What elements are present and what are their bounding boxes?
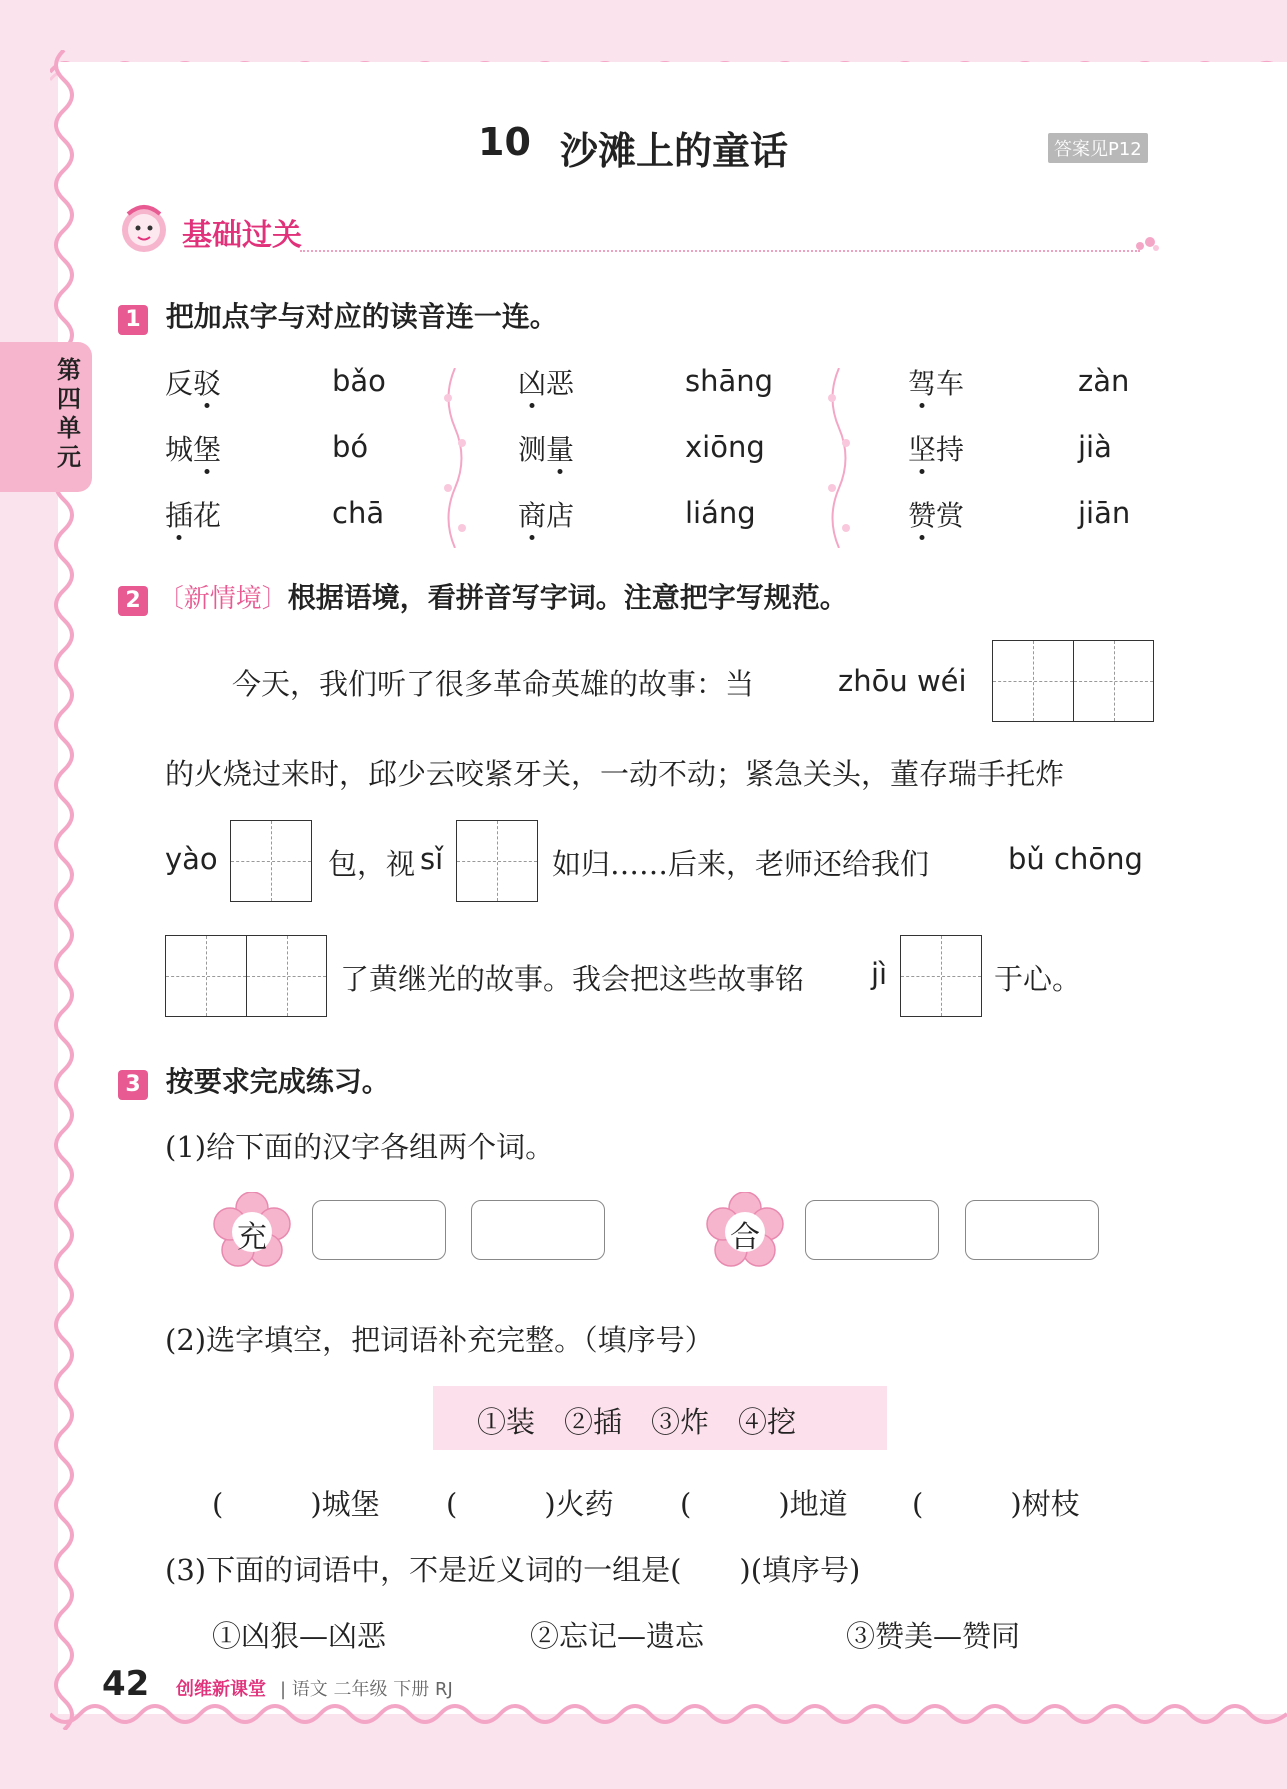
- section-divider: [300, 250, 1140, 252]
- q2-answer-grid-3[interactable]: [456, 820, 538, 902]
- flower-char-2-label: 合: [730, 1220, 760, 1255]
- flower-char-2: [705, 1192, 785, 1282]
- q1-pinyin[interactable]: jiān: [1078, 496, 1131, 530]
- q3-choice-1: ①凶狠—凶恶: [212, 1619, 387, 1653]
- q2-answer-grid-1[interactable]: [992, 640, 1154, 722]
- q2-pinyin-si: sǐ: [420, 842, 444, 876]
- q2-number: 2: [118, 586, 148, 616]
- q2-heading: [118, 576, 848, 616]
- q3-fill-blank[interactable]: ( )地道: [680, 1487, 848, 1521]
- q3-char1-answer-box-1[interactable]: [312, 1200, 446, 1260]
- q1-prompt: 把加点字与对应的读音连一连。: [165, 300, 558, 333]
- q1-word[interactable]: 赞赏: [908, 499, 965, 532]
- q1-word[interactable]: 城堡: [165, 433, 222, 466]
- q2-line4b-text: 于心。: [994, 962, 1082, 996]
- q2-line4a-text: 了黄继光的故事。我会把这些故事铭: [340, 962, 805, 996]
- q1-number: 1: [118, 305, 148, 335]
- q1-pinyin[interactable]: zàn: [1078, 364, 1130, 398]
- q3-char2-answer-box-2[interactable]: [965, 1200, 1099, 1260]
- wavy-border-bottom: [50, 1700, 1287, 1740]
- page-number: 42: [102, 1664, 150, 1704]
- q1-word[interactable]: 商店: [518, 499, 575, 532]
- q3-choice-3: ③赞美—赞同: [846, 1619, 1021, 1653]
- lesson-title: 沙滩上的童话: [560, 129, 789, 173]
- q1-word[interactable]: 反驳: [165, 367, 222, 400]
- unit-side-tab: [0, 342, 92, 492]
- q1-pinyin[interactable]: jià: [1078, 430, 1112, 464]
- cartoon-character-icon: [118, 200, 174, 256]
- q2-pinyin-ji: jì: [871, 957, 888, 991]
- flower-char-1-label: 充: [237, 1220, 267, 1255]
- q1-pinyin[interactable]: liáng: [685, 496, 756, 530]
- q2-answer-grid-2[interactable]: [230, 820, 312, 902]
- flower-char-1: [212, 1192, 292, 1282]
- section-title: 基础过关: [182, 218, 302, 253]
- q1-pinyin[interactable]: bó: [332, 430, 369, 464]
- vine-divider-icon: [440, 368, 470, 548]
- q1-word[interactable]: 凶恶: [518, 367, 575, 400]
- q3-choice-2: ②忘记—遗忘: [530, 1619, 705, 1653]
- q3-heading: [118, 1060, 390, 1100]
- unit-side-tab-label: 第四单元: [57, 356, 81, 471]
- q2-pinyin-yao: yào: [165, 842, 218, 876]
- q3-sub2-text: (2)选字填空，把词语补充完整。（填序号）: [165, 1323, 714, 1357]
- q3-prompt: 按要求完成练习。: [165, 1065, 390, 1098]
- wavy-border-left: [44, 50, 74, 1730]
- decorative-dots-icon: [1134, 236, 1160, 252]
- q1-word[interactable]: 坚持: [908, 433, 965, 466]
- q3-fill-blank[interactable]: ( )树枝: [912, 1487, 1080, 1521]
- answer-reference-badge: 答案见P12: [1048, 133, 1148, 163]
- footer-brand: 创维新课堂: [176, 1679, 266, 1700]
- q3-options-banner: [433, 1386, 887, 1450]
- q2-line2-text: 的火烧过来时，邱少云咬紧牙关，一动不动；紧急关头，董存瑞手托炸: [165, 757, 1065, 791]
- q3-sub3-text: (3)下面的词语中，不是近义词的一组是( )(填序号): [165, 1553, 861, 1587]
- q1-heading: [118, 295, 558, 335]
- q3-options-text: ①装 ②插 ③炸 ④挖: [477, 1405, 797, 1439]
- q3-sub1-text: (1)给下面的汉字各组两个词。: [165, 1130, 555, 1164]
- q2-line3a-text: 包，视: [328, 847, 416, 881]
- q2-pinyin-buchong: bǔ chōng: [1008, 842, 1143, 876]
- q2-line3b-text: 如归……后来，老师还给我们: [552, 847, 930, 881]
- q3-char1-answer-box-2[interactable]: [471, 1200, 605, 1260]
- lesson-number: 10: [478, 120, 531, 164]
- q3-fill-blank[interactable]: ( )火药: [446, 1487, 614, 1521]
- q2-line1-text: 今天，我们听了很多革命英雄的故事：当: [232, 667, 755, 701]
- q1-word[interactable]: 插花: [165, 499, 222, 532]
- q2-answer-grid-4[interactable]: [165, 935, 327, 1017]
- q1-word[interactable]: 驾车: [908, 367, 965, 400]
- q2-tag: 〔新情境〕: [157, 584, 288, 614]
- q2-answer-grid-5[interactable]: [900, 935, 982, 1017]
- q1-pinyin[interactable]: shāng: [685, 364, 774, 398]
- q2-prompt: 根据语境，看拼音写字词。注意把字写规范。: [287, 581, 848, 614]
- footer-book-info: | 语文 二年级 下册 RJ: [280, 1679, 453, 1700]
- q1-pinyin[interactable]: xiōng: [685, 430, 765, 464]
- q3-fill-blank[interactable]: ( )城堡: [212, 1487, 380, 1521]
- q3-char2-answer-box-1[interactable]: [805, 1200, 939, 1260]
- q2-pinyin-zhouwei: zhōu wéi: [838, 664, 967, 698]
- q1-word[interactable]: 测量: [518, 433, 575, 466]
- vine-divider-icon: [824, 368, 854, 548]
- q1-pinyin[interactable]: chā: [332, 496, 385, 530]
- q1-pinyin[interactable]: bǎo: [332, 364, 386, 398]
- q3-number: 3: [118, 1070, 148, 1100]
